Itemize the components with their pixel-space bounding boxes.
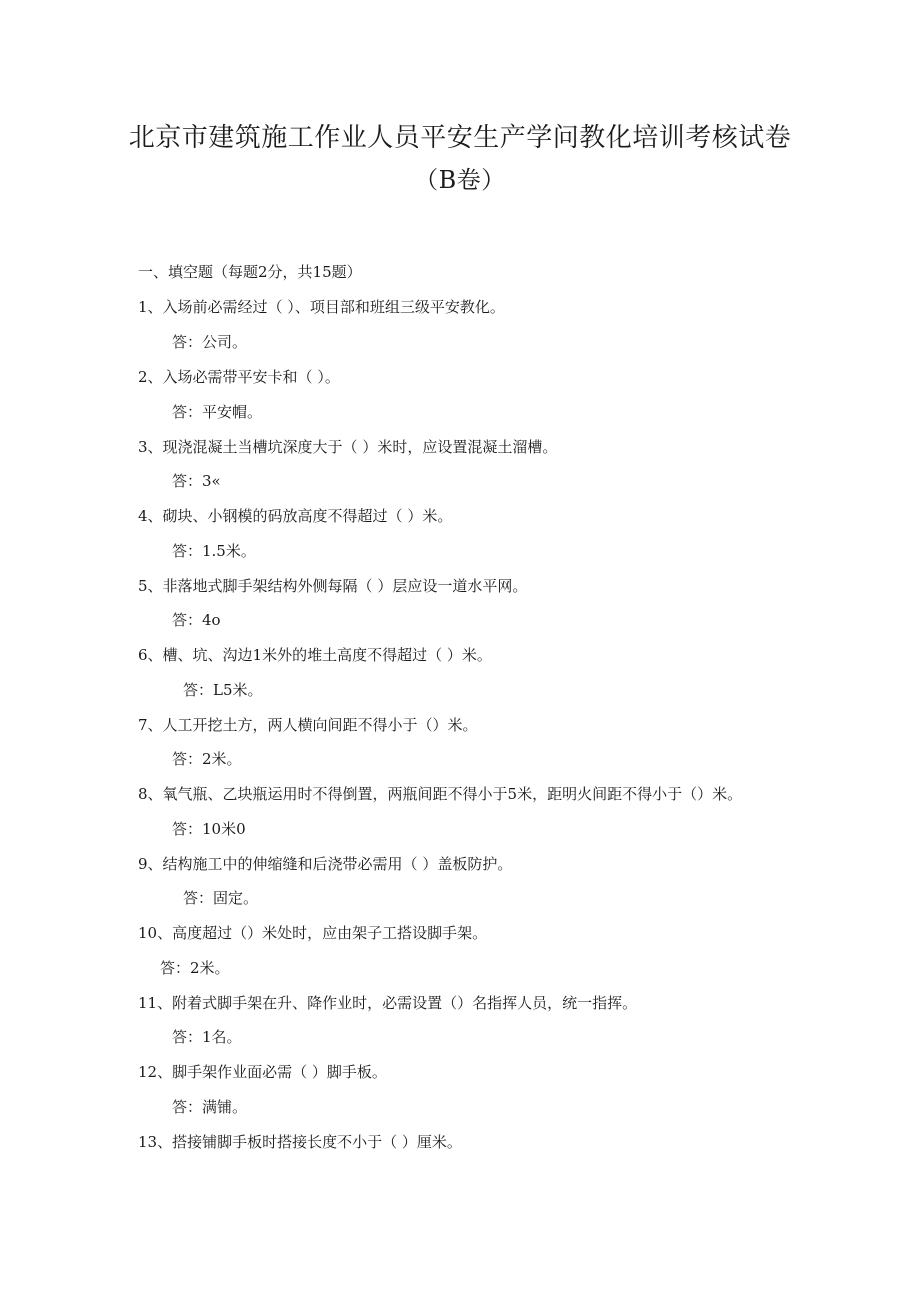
question-1: 1、入场前必需经过（ ）、项目部和班组三级平安教化。 [138, 298, 505, 316]
answer-5: 答：4o [172, 611, 221, 629]
question-8: 8、氧气瓶、乙块瓶运用时不得倒置，两瓶间距不得小于5米，距明火间距不得小于（）米。 [138, 785, 743, 803]
answer-6: 答：L5米。 [183, 681, 263, 699]
section-heading: 一、填空题（每题2分，共15题） [138, 263, 362, 281]
question-10: 10、高度超过（）米处时，应由架子工搭设脚手架。 [138, 924, 488, 942]
exam-title: 北京市建筑施工作业人员平安生产学问教化培训考核试卷 [128, 123, 792, 153]
answer-1: 答：公司。 [172, 333, 248, 351]
question-9: 9、结构施工中的伸缩缝和后浇带必需用（ ）盖板防护。 [138, 855, 513, 873]
exam-subtitle: （B卷） [414, 166, 506, 194]
answer-10: 答：2米。 [160, 959, 230, 977]
answer-11: 答：1名。 [172, 1028, 242, 1046]
question-11: 11、附着式脚手架在升、降作业时，必需设置（）名指挥人员，统一指挥。 [138, 994, 638, 1012]
answer-9: 答：固定。 [183, 889, 259, 907]
question-12: 12、脚手架作业面必需（ ）脚手板。 [138, 1063, 387, 1081]
question-7: 7、人工开挖土方，两人横向间距不得小于（）米。 [138, 716, 478, 734]
answer-3: 答：3« [172, 472, 221, 490]
question-6: 6、槽、坑、沟边1米外的堆土高度不得超过（ ）米。 [138, 646, 492, 664]
question-4: 4、砌块、小钢模的码放高度不得超过（ ）米。 [138, 507, 453, 525]
answer-12: 答：满铺。 [172, 1098, 248, 1116]
answer-4: 答：1.5米。 [172, 542, 256, 560]
answer-7: 答：2米。 [172, 750, 242, 768]
question-2: 2、入场必需带平安卡和（ ）。 [138, 368, 340, 386]
answer-2: 答：平安帽。 [172, 403, 263, 421]
question-3: 3、现浇混凝土当槽坑深度大于（ ）米时，应设置混凝土溜槽。 [138, 438, 558, 456]
answer-8: 答：10米0 [172, 820, 246, 838]
question-13: 13、搭接铺脚手板时搭接长度不小于（ ）厘米。 [138, 1133, 462, 1151]
question-5: 5、非落地式脚手架结构外侧每隔（ ）层应设一道水平网。 [138, 577, 528, 595]
